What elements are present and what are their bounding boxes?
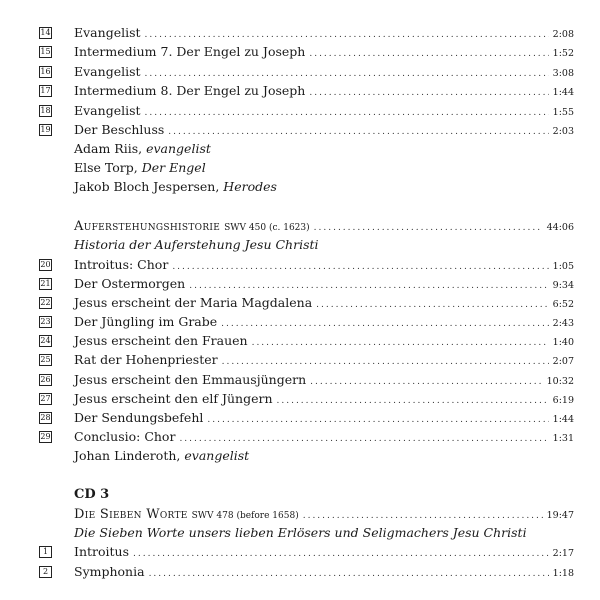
track-title: Jesus erscheint den Frauen bbox=[74, 333, 248, 348]
track-number: 16 bbox=[40, 67, 51, 76]
track-row bbox=[0, 120, 600, 140]
track-duration: 3:08 bbox=[552, 68, 574, 79]
track-number: 1 bbox=[39, 546, 52, 558]
work-heading bbox=[0, 504, 600, 524]
track-number: 21 bbox=[40, 279, 51, 288]
track-row bbox=[0, 62, 600, 82]
track-duration: 1:44 bbox=[552, 414, 574, 425]
track-row bbox=[0, 389, 600, 409]
performer-line bbox=[0, 139, 600, 159]
work-subtitle: Historia der Auferstehung Jesu Christi bbox=[74, 237, 319, 252]
track-duration: 1:31 bbox=[552, 433, 574, 444]
track-duration: 1:55 bbox=[552, 107, 574, 118]
leader-dots bbox=[149, 564, 549, 584]
track-number: 24 bbox=[40, 336, 51, 345]
track-number: 18 bbox=[40, 106, 51, 115]
track-row bbox=[0, 542, 600, 562]
track-row bbox=[0, 81, 600, 101]
track-row bbox=[0, 101, 600, 121]
performer-role: evangelist bbox=[146, 141, 211, 156]
track-row bbox=[0, 427, 600, 447]
track-number: 15 bbox=[40, 47, 51, 56]
track-title: Introitus bbox=[74, 544, 129, 559]
work-duration: 19:47 bbox=[546, 510, 574, 521]
cd-heading: CD 3 bbox=[74, 487, 110, 502]
track-number: 27 bbox=[40, 394, 51, 403]
track-duration: 2:17 bbox=[552, 548, 574, 559]
track-duration: 1:18 bbox=[552, 568, 574, 579]
track-title: Intermedium 7. Der Engel zu Joseph bbox=[74, 44, 306, 59]
track-duration: 2:03 bbox=[552, 126, 574, 137]
track-row bbox=[0, 331, 600, 351]
track-title: Jesus erscheint der Maria Magdalena bbox=[74, 295, 313, 310]
track-duration: 1:05 bbox=[552, 261, 574, 272]
work-subtitle-line bbox=[0, 235, 600, 255]
track-title: Evangelist bbox=[74, 25, 141, 40]
track-number: 25 bbox=[40, 355, 51, 364]
track-duration: 1:52 bbox=[552, 48, 574, 59]
track-title: Der Ostermorgen bbox=[74, 276, 186, 291]
track-row bbox=[0, 370, 600, 390]
track-duration: 9:34 bbox=[552, 280, 574, 291]
cd-heading-line bbox=[0, 485, 600, 505]
performer-name: Else Torp, bbox=[74, 160, 138, 175]
work-subtitle: Die Sieben Worte unsers lieben Erlösers und Seligmachers Jesu Christi bbox=[74, 525, 527, 540]
performer-name: Johan Linderoth, bbox=[74, 448, 181, 463]
leader-dots bbox=[222, 352, 549, 372]
track-duration: 1:40 bbox=[552, 337, 574, 348]
track-duration: 1:44 bbox=[552, 87, 574, 98]
performer-line bbox=[0, 177, 600, 197]
work-duration: 44:06 bbox=[546, 222, 574, 233]
track-number: 2 bbox=[39, 566, 52, 578]
performer-role: Der Engel bbox=[141, 160, 206, 175]
leader-dots bbox=[133, 544, 549, 564]
track-row bbox=[0, 42, 600, 62]
track-title: Evangelist bbox=[74, 103, 141, 118]
track-title: Evangelist bbox=[74, 64, 141, 79]
track-number: 26 bbox=[40, 375, 51, 384]
work-title: Auferstehungshistorie bbox=[74, 219, 221, 234]
track-row bbox=[0, 293, 600, 313]
track-title: Der Jüngling im Grabe bbox=[74, 314, 218, 329]
track-row bbox=[0, 255, 600, 275]
performer-name: Jakob Bloch Jespersen, bbox=[74, 179, 220, 194]
performer-line bbox=[0, 446, 600, 466]
performer-role: evangelist bbox=[184, 448, 250, 463]
track-duration: 6:52 bbox=[552, 299, 574, 310]
work-catalog: SWV 478 (before 1658) bbox=[191, 511, 299, 521]
track-duration: 2:07 bbox=[552, 356, 574, 367]
leader-dots bbox=[309, 83, 548, 103]
work-heading bbox=[0, 216, 600, 236]
track-row bbox=[0, 562, 600, 582]
track-number: 28 bbox=[40, 413, 51, 422]
work-subtitle-line bbox=[0, 523, 600, 543]
track-title: Introitus: Chor bbox=[74, 257, 169, 272]
track-number: 22 bbox=[40, 298, 51, 307]
track-row bbox=[0, 350, 600, 370]
work-catalog: SWV 450 (c. 1623) bbox=[224, 223, 310, 233]
track-duration: 10:32 bbox=[546, 376, 574, 387]
track-title: Der Beschluss bbox=[74, 122, 165, 137]
track-number: 17 bbox=[40, 86, 51, 95]
track-duration: 2:43 bbox=[552, 318, 574, 329]
track-duration: 2:08 bbox=[552, 29, 574, 40]
leader-dots bbox=[309, 44, 548, 64]
track-title: Intermedium 8. Der Engel zu Joseph bbox=[74, 83, 306, 98]
track-title: Symphonia bbox=[74, 564, 145, 579]
track-number: 20 bbox=[40, 260, 51, 269]
track-row bbox=[0, 274, 600, 294]
track-number: 23 bbox=[40, 317, 51, 326]
track-number: 19 bbox=[40, 125, 51, 134]
track-number: 14 bbox=[40, 28, 51, 37]
track-title: Jesus erscheint den Emmausjüngern bbox=[74, 372, 307, 387]
track-duration: 6:19 bbox=[552, 395, 574, 406]
track-title: Rat der Hohenpriester bbox=[74, 352, 218, 367]
track-title: Jesus erscheint den elf Jüngern bbox=[74, 391, 273, 406]
track-number: 29 bbox=[40, 432, 51, 441]
performer-role: Herodes bbox=[223, 179, 277, 194]
track-row bbox=[0, 23, 600, 43]
track-row bbox=[0, 408, 600, 428]
work-title: Die Sieben Worte bbox=[74, 507, 188, 522]
track-title: Der Sendungsbefehl bbox=[74, 410, 204, 425]
performer-line bbox=[0, 158, 600, 178]
track-title: Conclusio: Chor bbox=[74, 429, 176, 444]
track-row bbox=[0, 312, 600, 332]
performer-name: Adam Riis, bbox=[74, 141, 143, 156]
